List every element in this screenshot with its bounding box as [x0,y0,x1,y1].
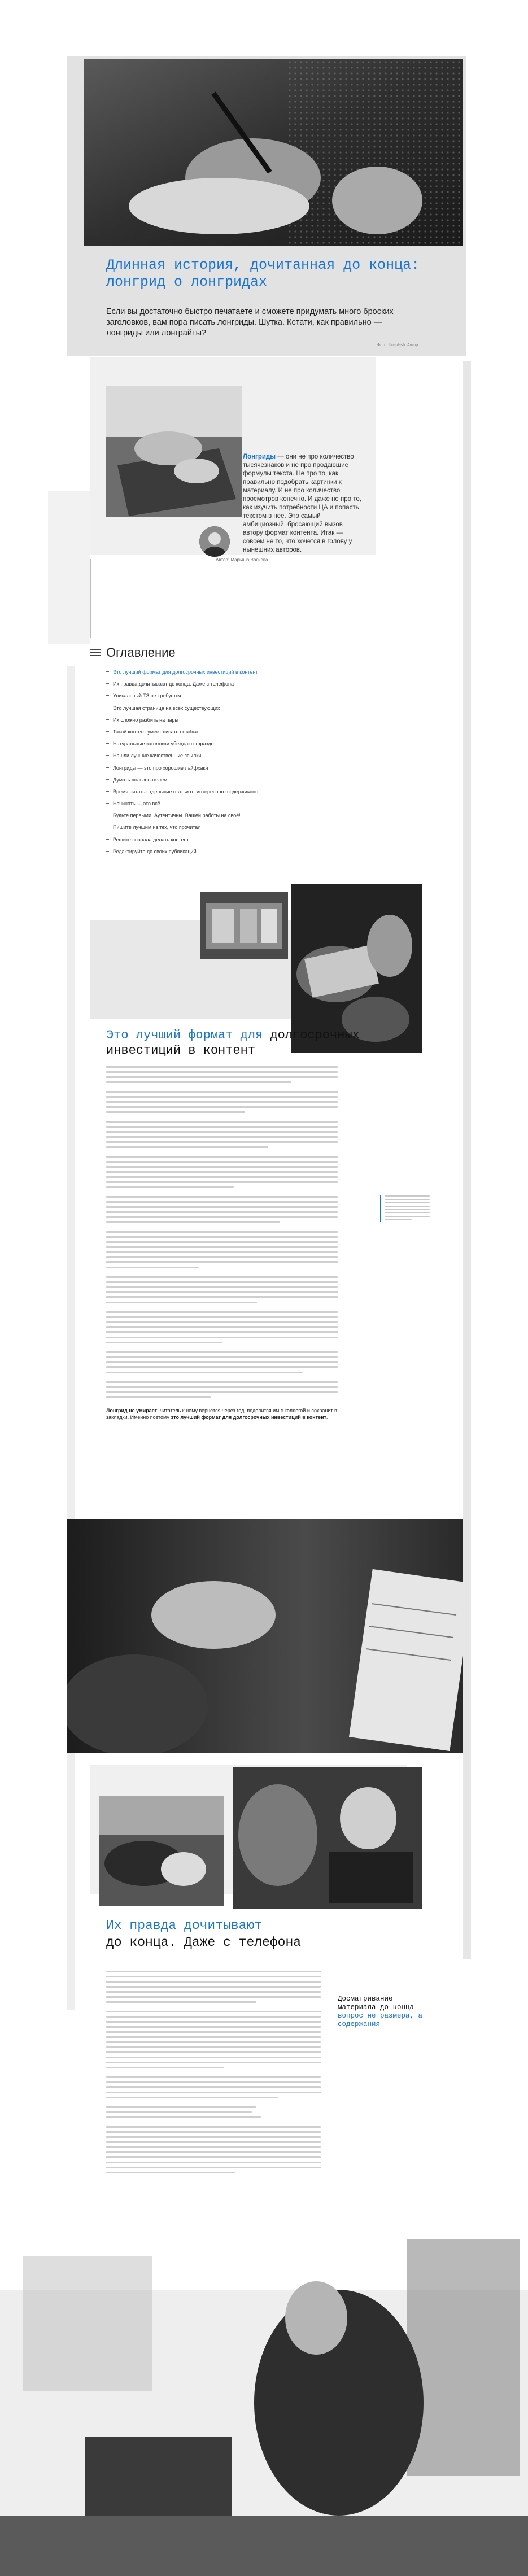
section2-title [106,1917,377,1951]
intro-text [243,453,364,555]
left-strip [67,666,75,2010]
toc-item[interactable]: Лонгриды — это про хорошие лайфхаки [106,765,293,777]
intro-term: Лонгриды [243,453,276,460]
section1-title-blue: Это лучший формат для [106,1028,263,1042]
toc-item[interactable]: Решите сначала делать контент [106,837,293,849]
section2-aside [338,1995,434,2029]
author-avatar [199,526,230,557]
toc-item[interactable]: Такой контент умеет писать ошибки [106,729,293,741]
toc-title: Оглавление [106,645,176,660]
toc-item[interactable]: Это лучшая страница на всех существующих [106,705,293,717]
toc-item[interactable]: Пишите лучшим из тех, что прочитал [106,824,293,836]
right-strip [463,361,471,1959]
section2-text [106,1971,321,2177]
section2-aside-blue: — вопрос не размера, а содержания [338,2003,423,2028]
section1-title-dark-2: инвестиций в контент [106,1044,256,1058]
section1-side-quote [380,1195,430,1222]
toc-item[interactable]: Их правда дочитывают до конца. Даже с телефона [106,681,293,693]
toc-item[interactable]: Это лучший формат для долгосрочных инвестиций в контент [106,669,293,681]
photo-credit: Фото: Unsplash. Автор [377,343,418,347]
page-title: Длинная история, дочитанная до конца: лонгрид о лонгридах [106,257,420,290]
toc-item[interactable]: Будьте первыми. Аутентичны. Вашей работы на своё! [106,813,293,824]
section2-aside-dark: Досматривание материала до конца [338,1995,414,2011]
toc-item[interactable]: Начинать — это всё [106,801,293,813]
section1-photo-wide [67,1519,463,1753]
hero-lead: Если вы достаточно быстро печатаете и сможете придумать много броских заголовков, вам пора писать лонгриды. Шутка. Кстати, как правильно — лонгриды или лонграйты? [106,307,394,338]
section1-title [106,1028,422,1058]
section2-title-dark: до конца. Даже с телефона [106,1935,302,1950]
footer-photo [0,2222,528,2576]
hero-photo [84,59,463,246]
toc-item[interactable]: Редактируйте до своих публикаций [106,849,293,861]
section2-photo-left [99,1796,224,1906]
toc-item[interactable]: Время читать отдельные статьи от интересного содержимого [106,789,293,801]
intro-body: — они не про количество тысячезнаков и не про продающие формулы текста. Не про то, как правильно подобрать картинки к материалу. И не про количество просмотров конечно. И даже не про то, как изучить потребности ЦА и попасть текстом в нее. Это самый амбициозный, бросающий вызов автору формат контента. Итак — совсем не то, что хочется в голову у нынешних авторов. [243,453,361,553]
author-name: Автор: Марьяна Волкова [216,557,268,562]
section1-photo-small [200,892,288,959]
toc-item[interactable]: Нашли лучшие качественные ссылки [106,753,293,765]
toc-list [106,669,293,861]
page-rule [90,559,91,638]
toc-item[interactable]: Уникальный ТЗ не требуется [106,693,293,705]
toc-item[interactable]: Натуральные заголовки убеждают гораздо [106,741,293,753]
intro-photo [106,386,242,517]
section2-photo-right [233,1767,422,1909]
side-shape [48,491,90,644]
toc-item[interactable]: Думать пользователем [106,777,293,789]
toc-item[interactable]: Их сложно разбить на пары [106,717,293,729]
section1-title-dark-1: долгосрочных [270,1028,360,1042]
section1-strong-paragraph: Лонгрид не умирает: читатель к нему вернётся через год, поделится им с коллегой и сохранит в закладки. Именно поэтому это лучший формат для долгосрочных инвестиций в контент. [106,1408,337,1420]
menu-icon[interactable] [90,649,101,658]
section1-text [106,1066,338,1421]
section2-title-blue: Их правда дочитывают [106,1918,263,1933]
